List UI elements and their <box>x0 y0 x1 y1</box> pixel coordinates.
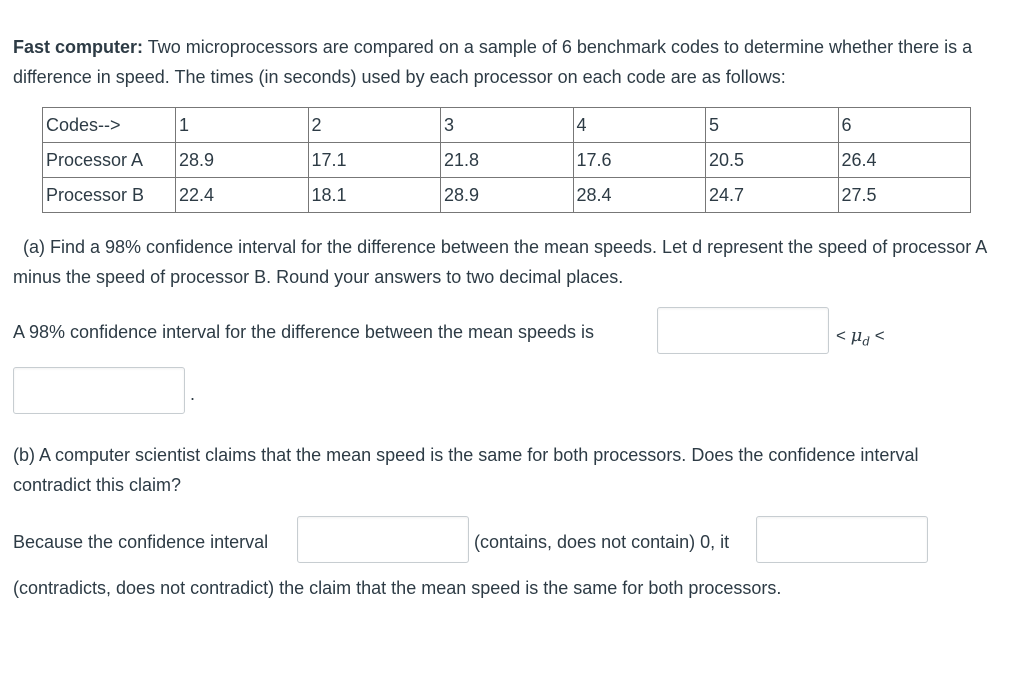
part-a-question <box>13 232 988 292</box>
ci-prompt: A 98% confidence interval for the difference between the mean speeds is <box>13 322 595 342</box>
contradicts-answer-input[interactable] <box>756 516 928 563</box>
table-header-row <box>43 108 971 143</box>
table-cell: 27.5 <box>838 178 971 213</box>
table-row <box>43 178 971 213</box>
mu-symbol: μ <box>850 325 863 346</box>
ci-upper-bound-input[interactable] <box>13 367 185 414</box>
sentence-period: . <box>190 384 196 404</box>
table-cell: 28.9 <box>441 178 574 213</box>
table-cell: Codes--> <box>43 108 176 143</box>
problem-title: Fast computer: <box>13 37 144 57</box>
problem-intro <box>13 32 983 92</box>
table-cell: 24.7 <box>706 178 839 213</box>
table-cell: 5 <box>706 108 839 143</box>
table-cell: 22.4 <box>176 178 309 213</box>
part-b-question: (b) A computer scientist claims that the mean speed is the same for both processors. Does the confidence interval contradict this claim? <box>13 445 919 495</box>
table-row <box>43 143 971 178</box>
table-cell: 6 <box>838 108 971 143</box>
less-than-symbol: < <box>836 326 846 345</box>
table-cell: 26.4 <box>838 143 971 178</box>
mu-d-inequality <box>836 325 885 348</box>
ci-lower-bound-input[interactable] <box>657 307 829 354</box>
problem-text: Two microprocessors are compared on a sample of 6 benchmark codes to determine whether there is a difference in speed. The times (in seconds) used by each processor on each code are as follows: <box>13 37 973 87</box>
table-cell: 17.1 <box>308 143 441 178</box>
table-cell: 3 <box>441 108 574 143</box>
table-cell: 21.8 <box>441 143 574 178</box>
contradict-options-text: (contradicts, does not contradict) the claim that the mean speed is the same for both processors. <box>13 578 782 598</box>
contains-answer-input[interactable] <box>297 516 469 563</box>
table-cell: 20.5 <box>706 143 839 178</box>
because-label: Because the confidence interval <box>13 532 269 552</box>
contains-options-text: (contains, does not contain) 0, it <box>474 532 730 552</box>
table-cell: 28.4 <box>573 178 706 213</box>
table-cell: 17.6 <box>573 143 706 178</box>
table-cell: 1 <box>176 108 309 143</box>
table-cell: Processor A <box>43 143 176 178</box>
mu-subscript: d <box>862 334 871 349</box>
table-cell: 2 <box>308 108 441 143</box>
table-cell: 28.9 <box>176 143 309 178</box>
table-cell: 18.1 <box>308 178 441 213</box>
less-than-symbol: < <box>874 326 885 345</box>
benchmark-table <box>42 107 971 213</box>
part-a-question-text: (a) Find a 98% confidence interval for the difference between the mean speeds. Let d represent the speed of processor A minus the speed of processor B. Round your answers to two decimal places. <box>13 237 987 287</box>
table-cell: Processor B <box>43 178 176 213</box>
table-cell: 4 <box>573 108 706 143</box>
